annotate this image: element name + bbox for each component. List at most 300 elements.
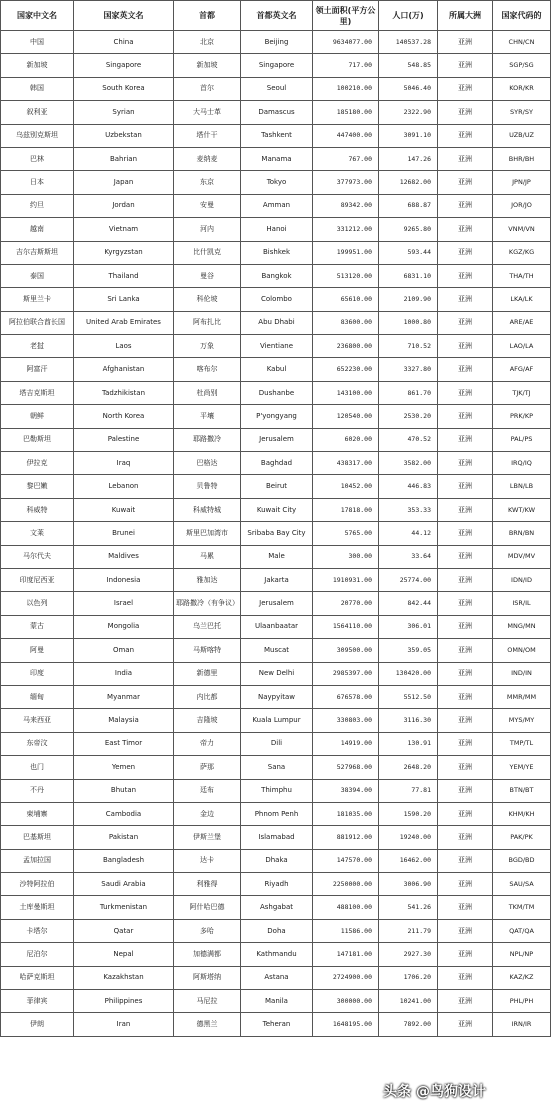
cell-cn-name: 马尔代夫 bbox=[1, 545, 74, 568]
cell-capital-en: P'yongyang bbox=[241, 405, 313, 428]
cell-population: 2322.90 bbox=[379, 101, 438, 124]
table-row bbox=[1, 452, 551, 475]
cell-population: 19240.00 bbox=[379, 826, 438, 849]
cell-population: 3116.30 bbox=[379, 709, 438, 732]
cell-en-name: Pakistan bbox=[74, 826, 174, 849]
cell-capital: 阿什哈巴德 bbox=[174, 896, 241, 919]
cell-cn-name: 乌兹别克斯坦 bbox=[1, 124, 74, 147]
cell-continent: 亚洲 bbox=[438, 171, 493, 194]
cell-population: 33.64 bbox=[379, 545, 438, 568]
cell-population: 6831.10 bbox=[379, 264, 438, 287]
cell-cn-name: 老挝 bbox=[1, 335, 74, 358]
cell-country-code: BHR/BH bbox=[493, 147, 551, 170]
cell-area: 513120.00 bbox=[313, 264, 379, 287]
cell-capital-en: Ulaanbaatar bbox=[241, 615, 313, 638]
table-row bbox=[1, 966, 551, 989]
cell-continent: 亚洲 bbox=[438, 919, 493, 942]
cell-continent: 亚洲 bbox=[438, 779, 493, 802]
cell-capital-en: Baghdad bbox=[241, 452, 313, 475]
cell-capital-en: Singapore bbox=[241, 54, 313, 77]
header-capital-en: 首都英文名 bbox=[241, 1, 313, 31]
table-row bbox=[1, 288, 551, 311]
cell-area: 309500.00 bbox=[313, 639, 379, 662]
cell-en-name: East Timor bbox=[74, 732, 174, 755]
cell-capital-en: Ashgabat bbox=[241, 896, 313, 919]
cell-cn-name: 泰国 bbox=[1, 264, 74, 287]
cell-en-name: Myanmar bbox=[74, 685, 174, 708]
cell-en-name: Iraq bbox=[74, 452, 174, 475]
cell-capital-en: Teheran bbox=[241, 1013, 313, 1036]
cell-country-code: CHN/CN bbox=[493, 31, 551, 54]
cell-population: 1590.20 bbox=[379, 802, 438, 825]
cell-country-code: VNM/VN bbox=[493, 218, 551, 241]
cell-population: 353.33 bbox=[379, 498, 438, 521]
cell-population: 3582.00 bbox=[379, 452, 438, 475]
cell-area: 14919.00 bbox=[313, 732, 379, 755]
cell-country-code: KHM/KH bbox=[493, 802, 551, 825]
cell-continent: 亚洲 bbox=[438, 662, 493, 685]
cell-capital: 平壤 bbox=[174, 405, 241, 428]
table-row bbox=[1, 639, 551, 662]
cell-cn-name: 文莱 bbox=[1, 522, 74, 545]
cell-population: 548.85 bbox=[379, 54, 438, 77]
cell-area: 2724900.00 bbox=[313, 966, 379, 989]
table-row bbox=[1, 381, 551, 404]
cell-capital: 达卡 bbox=[174, 849, 241, 872]
cell-continent: 亚洲 bbox=[438, 545, 493, 568]
cell-country-code: SGP/SG bbox=[493, 54, 551, 77]
cell-country-code: BTN/BT bbox=[493, 779, 551, 802]
table-row bbox=[1, 732, 551, 755]
cell-area: 143100.00 bbox=[313, 381, 379, 404]
cell-en-name: Malaysia bbox=[74, 709, 174, 732]
cell-area: 6020.00 bbox=[313, 428, 379, 451]
cell-area: 1648195.00 bbox=[313, 1013, 379, 1036]
cell-continent: 亚洲 bbox=[438, 592, 493, 615]
cell-continent: 亚洲 bbox=[438, 218, 493, 241]
cell-en-name: Syrian bbox=[74, 101, 174, 124]
cell-country-code: TMP/TL bbox=[493, 732, 551, 755]
cell-country-code: IRQ/IQ bbox=[493, 452, 551, 475]
table-row bbox=[1, 264, 551, 287]
cell-capital-en: Phnom Penh bbox=[241, 802, 313, 825]
cell-continent: 亚洲 bbox=[438, 288, 493, 311]
cell-capital-en: Sana bbox=[241, 756, 313, 779]
cell-population: 10241.00 bbox=[379, 990, 438, 1013]
cell-area: 447400.00 bbox=[313, 124, 379, 147]
cell-area: 100210.00 bbox=[313, 77, 379, 100]
cell-area: 5765.00 bbox=[313, 522, 379, 545]
cell-area: 300.00 bbox=[313, 545, 379, 568]
cell-en-name: Bangladesh bbox=[74, 849, 174, 872]
cell-capital-en: Islamabad bbox=[241, 826, 313, 849]
table-row bbox=[1, 592, 551, 615]
cell-country-code: KOR/KR bbox=[493, 77, 551, 100]
cell-continent: 亚洲 bbox=[438, 826, 493, 849]
cell-capital-en: Astana bbox=[241, 966, 313, 989]
table-row bbox=[1, 147, 551, 170]
cell-en-name: Singapore bbox=[74, 54, 174, 77]
cell-population: 1706.20 bbox=[379, 966, 438, 989]
cell-population: 470.52 bbox=[379, 428, 438, 451]
table-row bbox=[1, 802, 551, 825]
cell-area: 181035.00 bbox=[313, 802, 379, 825]
cell-cn-name: 黎巴嫩 bbox=[1, 475, 74, 498]
cell-en-name: Jordan bbox=[74, 194, 174, 217]
cell-country-code: IRN/IR bbox=[493, 1013, 551, 1036]
table-header-row bbox=[1, 1, 551, 31]
cell-en-name: Kuwait bbox=[74, 498, 174, 521]
cell-cn-name: 尼泊尔 bbox=[1, 943, 74, 966]
cell-capital-en: Vientiane bbox=[241, 335, 313, 358]
cell-en-name: Brunei bbox=[74, 522, 174, 545]
cell-country-code: UZB/UZ bbox=[493, 124, 551, 147]
header-cn-name: 国家中文名 bbox=[1, 1, 74, 31]
cell-capital-en: Dhaka bbox=[241, 849, 313, 872]
cell-continent: 亚洲 bbox=[438, 311, 493, 334]
cell-en-name: Thailand bbox=[74, 264, 174, 287]
cell-population: 446.83 bbox=[379, 475, 438, 498]
cell-cn-name: 中国 bbox=[1, 31, 74, 54]
table-row bbox=[1, 31, 551, 54]
cell-capital: 科威特城 bbox=[174, 498, 241, 521]
cell-population: 130420.00 bbox=[379, 662, 438, 685]
table-row bbox=[1, 990, 551, 1013]
cell-capital: 比什凯克 bbox=[174, 241, 241, 264]
table-row bbox=[1, 194, 551, 217]
cell-cn-name: 阿曼 bbox=[1, 639, 74, 662]
cell-population: 25774.00 bbox=[379, 568, 438, 591]
cell-capital: 乌兰巴托 bbox=[174, 615, 241, 638]
cell-capital: 杜尚别 bbox=[174, 381, 241, 404]
cell-country-code: ARE/AE bbox=[493, 311, 551, 334]
cell-capital-en: Jerusalem bbox=[241, 592, 313, 615]
cell-capital-en: Kuwait City bbox=[241, 498, 313, 521]
cell-cn-name: 不丹 bbox=[1, 779, 74, 802]
watermark: 头条 @鸟狗设计 bbox=[383, 1084, 486, 1100]
cell-area: 185180.00 bbox=[313, 101, 379, 124]
table-row bbox=[1, 218, 551, 241]
header-population: 人口(万) bbox=[379, 1, 438, 31]
cell-continent: 亚洲 bbox=[438, 124, 493, 147]
cell-cn-name: 以色列 bbox=[1, 592, 74, 615]
cell-population: 12682.00 bbox=[379, 171, 438, 194]
cell-area: 199951.00 bbox=[313, 241, 379, 264]
cell-country-code: SYR/SY bbox=[493, 101, 551, 124]
cell-area: 20770.00 bbox=[313, 592, 379, 615]
cell-en-name: United Arab Emirates bbox=[74, 311, 174, 334]
header-area: 领土面积(平方公里) bbox=[313, 1, 379, 31]
table-row bbox=[1, 335, 551, 358]
cell-capital: 安曼 bbox=[174, 194, 241, 217]
cell-en-name: Saudi Arabia bbox=[74, 873, 174, 896]
cell-cn-name: 叙利亚 bbox=[1, 101, 74, 124]
cell-en-name: Palestine bbox=[74, 428, 174, 451]
cell-capital-en: Beijing bbox=[241, 31, 313, 54]
cell-capital: 喀布尔 bbox=[174, 358, 241, 381]
cell-cn-name: 土库曼斯坦 bbox=[1, 896, 74, 919]
cell-country-code: KGZ/KG bbox=[493, 241, 551, 264]
cell-population: 593.44 bbox=[379, 241, 438, 264]
cell-cn-name: 巴基斯坦 bbox=[1, 826, 74, 849]
table-row bbox=[1, 405, 551, 428]
cell-area: 676578.00 bbox=[313, 685, 379, 708]
table-body bbox=[1, 31, 551, 1037]
cell-country-code: SAU/SA bbox=[493, 873, 551, 896]
cell-country-code: BGD/BD bbox=[493, 849, 551, 872]
header-capital: 首都 bbox=[174, 1, 241, 31]
header-continent: 所属大洲 bbox=[438, 1, 493, 31]
cell-continent: 亚洲 bbox=[438, 498, 493, 521]
cell-en-name: Japan bbox=[74, 171, 174, 194]
cell-area: 65610.00 bbox=[313, 288, 379, 311]
cell-area: 38394.00 bbox=[313, 779, 379, 802]
cell-continent: 亚洲 bbox=[438, 615, 493, 638]
cell-en-name: Bhutan bbox=[74, 779, 174, 802]
cell-continent: 亚洲 bbox=[438, 709, 493, 732]
table-row bbox=[1, 919, 551, 942]
cell-cn-name: 柬埔寨 bbox=[1, 802, 74, 825]
cell-capital: 阿布扎比 bbox=[174, 311, 241, 334]
cell-en-name: Oman bbox=[74, 639, 174, 662]
cell-capital: 金边 bbox=[174, 802, 241, 825]
header-en-name: 国家英文名 bbox=[74, 1, 174, 31]
cell-country-code: QAT/QA bbox=[493, 919, 551, 942]
cell-cn-name: 印度尼西亚 bbox=[1, 568, 74, 591]
cell-cn-name: 巴林 bbox=[1, 147, 74, 170]
cell-cn-name: 斯里兰卡 bbox=[1, 288, 74, 311]
cell-en-name: Qatar bbox=[74, 919, 174, 942]
cell-continent: 亚洲 bbox=[438, 428, 493, 451]
cell-capital-en: Jakarta bbox=[241, 568, 313, 591]
cell-country-code: MYS/MY bbox=[493, 709, 551, 732]
cell-capital-en: Abu Dhabi bbox=[241, 311, 313, 334]
table-row bbox=[1, 615, 551, 638]
cell-capital-en: Damascus bbox=[241, 101, 313, 124]
cell-population: 5046.40 bbox=[379, 77, 438, 100]
cell-country-code: MMR/MM bbox=[493, 685, 551, 708]
cell-continent: 亚洲 bbox=[438, 77, 493, 100]
cell-capital: 新加坡 bbox=[174, 54, 241, 77]
cell-population: 130.91 bbox=[379, 732, 438, 755]
table-row bbox=[1, 358, 551, 381]
cell-area: 330803.00 bbox=[313, 709, 379, 732]
cell-population: 541.26 bbox=[379, 896, 438, 919]
cell-capital-en: Muscat bbox=[241, 639, 313, 662]
cell-capital: 北京 bbox=[174, 31, 241, 54]
cell-capital: 帝力 bbox=[174, 732, 241, 755]
cell-country-code: JPN/JP bbox=[493, 171, 551, 194]
cell-capital-en: Kathmandu bbox=[241, 943, 313, 966]
cell-capital: 廷布 bbox=[174, 779, 241, 802]
cell-cn-name: 马来西亚 bbox=[1, 709, 74, 732]
cell-capital-en: Jerusalem bbox=[241, 428, 313, 451]
cell-continent: 亚洲 bbox=[438, 873, 493, 896]
cell-country-code: TJK/TJ bbox=[493, 381, 551, 404]
cell-area: 438317.00 bbox=[313, 452, 379, 475]
cell-area: 147570.00 bbox=[313, 849, 379, 872]
cell-capital-en: Riyadh bbox=[241, 873, 313, 896]
cell-area: 488100.00 bbox=[313, 896, 379, 919]
cell-continent: 亚洲 bbox=[438, 358, 493, 381]
cell-capital-en: Doha bbox=[241, 919, 313, 942]
cell-country-code: THA/TH bbox=[493, 264, 551, 287]
table-row bbox=[1, 896, 551, 919]
cell-en-name: Nepal bbox=[74, 943, 174, 966]
cell-population: 44.12 bbox=[379, 522, 438, 545]
cell-cn-name: 伊朗 bbox=[1, 1013, 74, 1036]
cell-continent: 亚洲 bbox=[438, 335, 493, 358]
cell-country-code: PRK/KP bbox=[493, 405, 551, 428]
cell-cn-name: 缅甸 bbox=[1, 685, 74, 708]
cell-area: 17818.00 bbox=[313, 498, 379, 521]
cell-area: 120540.00 bbox=[313, 405, 379, 428]
cell-capital-en: Beirut bbox=[241, 475, 313, 498]
cell-capital: 新德里 bbox=[174, 662, 241, 685]
table-row bbox=[1, 171, 551, 194]
cell-area: 89342.00 bbox=[313, 194, 379, 217]
cell-cn-name: 哈萨克斯坦 bbox=[1, 966, 74, 989]
cell-cn-name: 卡塔尔 bbox=[1, 919, 74, 942]
cell-capital: 雅加达 bbox=[174, 568, 241, 591]
table-row bbox=[1, 522, 551, 545]
cell-area: 1564110.00 bbox=[313, 615, 379, 638]
cell-en-name: South Korea bbox=[74, 77, 174, 100]
table-row bbox=[1, 428, 551, 451]
cell-area: 236800.00 bbox=[313, 335, 379, 358]
table-row bbox=[1, 311, 551, 334]
cell-country-code: ISR/IL bbox=[493, 592, 551, 615]
cell-capital-en: Manila bbox=[241, 990, 313, 1013]
cell-country-code: LAO/LA bbox=[493, 335, 551, 358]
cell-capital: 科伦坡 bbox=[174, 288, 241, 311]
cell-cn-name: 阿富汗 bbox=[1, 358, 74, 381]
cell-continent: 亚洲 bbox=[438, 54, 493, 77]
cell-en-name: Indonesia bbox=[74, 568, 174, 591]
cell-population: 842.44 bbox=[379, 592, 438, 615]
cell-capital: 河内 bbox=[174, 218, 241, 241]
cell-country-code: LBN/LB bbox=[493, 475, 551, 498]
cell-continent: 亚洲 bbox=[438, 756, 493, 779]
cell-capital: 阿斯塔纳 bbox=[174, 966, 241, 989]
cell-area: 2250000.00 bbox=[313, 873, 379, 896]
cell-capital: 巴格达 bbox=[174, 452, 241, 475]
cell-cn-name: 约旦 bbox=[1, 194, 74, 217]
cell-population: 359.05 bbox=[379, 639, 438, 662]
table-row bbox=[1, 709, 551, 732]
cell-area: 300000.00 bbox=[313, 990, 379, 1013]
cell-capital: 塔什干 bbox=[174, 124, 241, 147]
cell-continent: 亚洲 bbox=[438, 568, 493, 591]
table-row bbox=[1, 475, 551, 498]
cell-cn-name: 塔吉克斯坦 bbox=[1, 381, 74, 404]
cell-capital: 伊斯兰堡 bbox=[174, 826, 241, 849]
cell-area: 9634077.00 bbox=[313, 31, 379, 54]
cell-population: 7892.00 bbox=[379, 1013, 438, 1036]
cell-area: 527968.00 bbox=[313, 756, 379, 779]
cell-country-code: TKM/TM bbox=[493, 896, 551, 919]
cell-continent: 亚洲 bbox=[438, 452, 493, 475]
cell-population: 2530.20 bbox=[379, 405, 438, 428]
cell-capital-en: Kuala Lumpur bbox=[241, 709, 313, 732]
cell-area: 377973.00 bbox=[313, 171, 379, 194]
cell-continent: 亚洲 bbox=[438, 685, 493, 708]
cell-area: 767.00 bbox=[313, 147, 379, 170]
cell-cn-name: 新加坡 bbox=[1, 54, 74, 77]
cell-cn-name: 朝鲜 bbox=[1, 405, 74, 428]
cell-area: 1910931.00 bbox=[313, 568, 379, 591]
cell-area: 331212.00 bbox=[313, 218, 379, 241]
cell-capital: 大马士革 bbox=[174, 101, 241, 124]
table-row bbox=[1, 662, 551, 685]
cell-capital-en: New Delhi bbox=[241, 662, 313, 685]
cell-en-name: Laos bbox=[74, 335, 174, 358]
cell-capital-en: Kabul bbox=[241, 358, 313, 381]
cell-continent: 亚洲 bbox=[438, 147, 493, 170]
cell-capital: 万象 bbox=[174, 335, 241, 358]
cell-en-name: Afghanistan bbox=[74, 358, 174, 381]
cell-country-code: YEM/YE bbox=[493, 756, 551, 779]
cell-capital-en: Seoul bbox=[241, 77, 313, 100]
cell-cn-name: 伊拉克 bbox=[1, 452, 74, 475]
cell-area: 717.00 bbox=[313, 54, 379, 77]
cell-population: 9265.80 bbox=[379, 218, 438, 241]
cell-en-name: North Korea bbox=[74, 405, 174, 428]
cell-country-code: BRN/BN bbox=[493, 522, 551, 545]
cell-en-name: Philippines bbox=[74, 990, 174, 1013]
cell-continent: 亚洲 bbox=[438, 732, 493, 755]
cell-cn-name: 沙特阿拉伯 bbox=[1, 873, 74, 896]
cell-continent: 亚洲 bbox=[438, 966, 493, 989]
cell-cn-name: 也门 bbox=[1, 756, 74, 779]
cell-capital-en: Hanoi bbox=[241, 218, 313, 241]
cell-capital: 耶路撒冷 bbox=[174, 428, 241, 451]
cell-capital: 萨那 bbox=[174, 756, 241, 779]
cell-area: 2985397.00 bbox=[313, 662, 379, 685]
cell-capital-en: Colombo bbox=[241, 288, 313, 311]
cell-en-name: Yemen bbox=[74, 756, 174, 779]
cell-capital: 曼谷 bbox=[174, 264, 241, 287]
cell-population: 5512.50 bbox=[379, 685, 438, 708]
cell-en-name: Iran bbox=[74, 1013, 174, 1036]
cell-continent: 亚洲 bbox=[438, 101, 493, 124]
cell-country-code: MNG/MN bbox=[493, 615, 551, 638]
cell-continent: 亚洲 bbox=[438, 264, 493, 287]
table-row bbox=[1, 54, 551, 77]
cell-country-code: PAL/PS bbox=[493, 428, 551, 451]
cell-population: 1000.80 bbox=[379, 311, 438, 334]
cell-en-name: Maldives bbox=[74, 545, 174, 568]
cell-capital: 马累 bbox=[174, 545, 241, 568]
cell-continent: 亚洲 bbox=[438, 475, 493, 498]
cell-en-name: Israel bbox=[74, 592, 174, 615]
cell-population: 147.26 bbox=[379, 147, 438, 170]
cell-en-name: Tadzhikistan bbox=[74, 381, 174, 404]
cell-population: 3091.10 bbox=[379, 124, 438, 147]
cell-en-name: Mongolia bbox=[74, 615, 174, 638]
cell-population: 140537.28 bbox=[379, 31, 438, 54]
cell-en-name: Sri Lanka bbox=[74, 288, 174, 311]
cell-area: 652230.00 bbox=[313, 358, 379, 381]
cell-population: 3327.80 bbox=[379, 358, 438, 381]
cell-capital: 贝鲁特 bbox=[174, 475, 241, 498]
table-row bbox=[1, 241, 551, 264]
table-row bbox=[1, 498, 551, 521]
cell-population: 710.52 bbox=[379, 335, 438, 358]
cell-capital: 马斯喀特 bbox=[174, 639, 241, 662]
cell-population: 2927.30 bbox=[379, 943, 438, 966]
cell-country-code: NPL/NP bbox=[493, 943, 551, 966]
